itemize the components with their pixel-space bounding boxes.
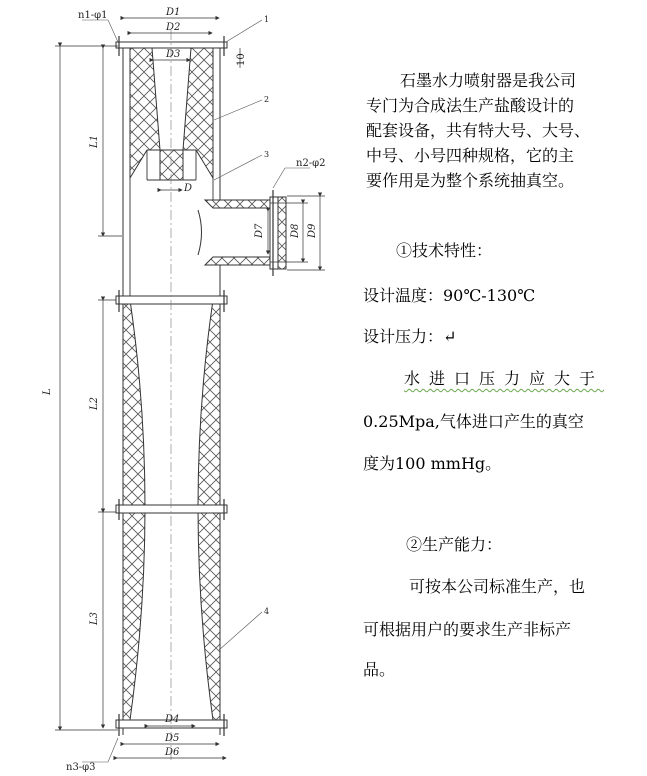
part-number-4: 4: [264, 607, 270, 616]
part-number-1: 1: [264, 15, 270, 24]
dim-d7: D7: [254, 223, 265, 238]
intro-line-1: 石墨水力喷射器是我公司: [400, 71, 577, 90]
capacity-line-3: 品。: [363, 660, 396, 679]
intro-line-3: 配套设备，共有特大号、大号、: [366, 121, 591, 140]
intro-line-5: 要作用是为整个系统抽真空。: [366, 171, 575, 190]
dim-l2: L2: [89, 396, 100, 410]
part-number-3: 3: [264, 150, 270, 159]
dim-l: L: [42, 388, 53, 395]
flange-label-bottom: n3-φ3: [66, 762, 96, 773]
dim-d5: D5: [165, 733, 180, 744]
dim-d2: D2: [166, 22, 181, 33]
water-pressure-line-3: 度为100 mmHg。: [363, 454, 502, 473]
capacity-line-1: 可按本公司标准生产，也: [409, 577, 586, 596]
upper-cone: [130, 48, 213, 180]
intro-line-4: 中号、小号四种规格，它的主: [366, 146, 575, 165]
water-pressure-line-2: 0.25Mpa,气体进口产生的真空: [363, 412, 584, 431]
tech-heading: ①技术特性：: [396, 241, 493, 260]
flange-label-side: n2-φ2: [296, 158, 326, 169]
intro-line-2: 专门为合成法生产盐酸设计的: [366, 96, 575, 115]
design-temp: 设计温度：90℃-130℃: [363, 286, 536, 305]
dim-l3: L3: [89, 611, 100, 625]
dim-d3: D3: [166, 49, 181, 60]
part-number-2: 2: [264, 95, 270, 104]
dim-d8: D8: [290, 223, 301, 238]
dim-d1: D1: [166, 7, 181, 18]
dim-d9: D9: [307, 223, 318, 238]
capacity-line-2: 可根据用户的要求生产非标产: [363, 620, 572, 639]
dim-d6: D6: [165, 747, 180, 758]
dim-l1: L1: [89, 134, 100, 148]
dim-d: D: [184, 183, 193, 194]
flange-label-top: n1-φ1: [78, 10, 108, 21]
dim-d4: D4: [165, 714, 180, 725]
design-pressure: 设计压力：↵: [363, 327, 457, 346]
dim-ten: 10: [236, 53, 247, 66]
capacity-heading: ②生产能力：: [406, 535, 503, 554]
water-pressure-line-1: 水进口压力应大于: [404, 369, 605, 388]
